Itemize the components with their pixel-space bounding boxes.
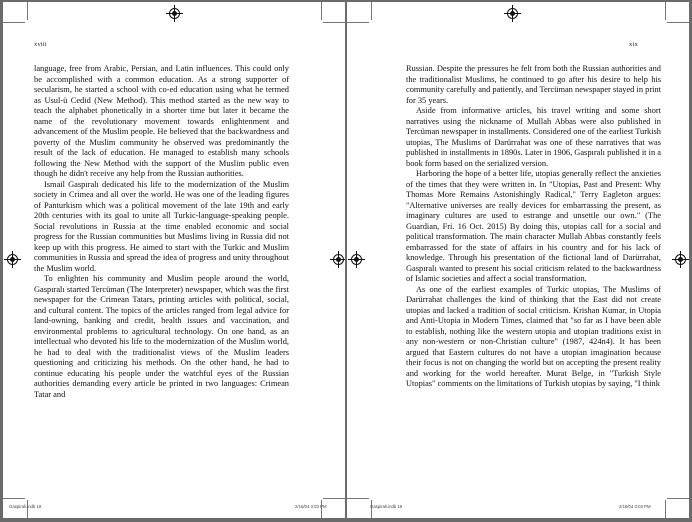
paragraph: language, free from Arabic, Persian, and Latin influences. This could only be accomplished with a common education. As a strong supporter of secularism, he started a school with co-ed education using what he termed as Usul-ü Cedid (New Method). This method started as the new way to teach the alphabet phonetically in a shorter time but later it became the name of the revolutionary movement towards enlightenment and advancement of the Muslim people. He believed that the backwardness and poverty of the Muslim community he observed was predominantly the result of the lack of education. He managed to establish many schools following the New Method with the support of the Muslim public even though he didn't receive any help from the Russian authorities. [34,64,289,178]
paragraph: Aside from informative articles, his travel writing and some short narratives using the nickname of Mullah Abbas were also published in Tercüman newspaper in installments. Considered one of the earliest Turkish utopias, The Muslims of Darürrahat was one of these narratives that was published in installments in 1890s. Later in 1906, Gaspıralı published it in a book form based on the serialized version. [406,106,661,168]
registration-mark-icon [507,8,518,19]
right-page [347,2,689,518]
body-text [406,64,661,390]
slug-file: Gaspirali.indb 19 [370,504,403,509]
slug-file: Gaspirali.indb 18 [9,504,42,509]
crop-mark [667,498,689,499]
page-number: xviii [34,41,47,48]
crop-mark [665,2,666,20]
paragraph: Harboring the hope of a better life, utopias generally reflect the anxieties of the times that they were written in. In "Utopias, Past and Present: Why Thomas More Remains Astonishingly Radical," Terry Eagleton argues: "Alternative universes are really devices for embarrassing the present, as imaginary cultures are used to estrange and unsettle our own." (The Guardian, Fri. 16 Oct. 2015) By doing this, utopias call for a social and political transformation. The main character Mullah Abbas constantly feels embarrassed for the state of affairs in his country and for his lack of knowledge. Through his presentation of the fictional land of Darürrahat, Gaspıralı wanted to present his social criticism related to the backwardness of Islamic societies and affect a social transformation. [406,169,661,283]
crop-mark [667,22,689,23]
crop-mark [3,22,25,23]
crop-mark [371,2,372,20]
paragraph: Ismail Gaspıralı dedicated his life to the modernization of the Muslim society in Crimea and all over the world. He was one of the leading figures of Panturkism which was a political movement of the late 19th and early 20th centuries with its goal to unite all Turkic-language-speaking people. Social revolutions in Russia at the time enabled economic and social progress for the Russian communities but Muslims living in Russia did not keep up with this progress. He aimed to start with the Turkic and Muslim communities in Russia and spread the idea of progress and unity throughout the Muslim world. [34,179,289,273]
registration-mark-icon [333,254,344,265]
crop-mark [323,22,345,23]
slug-date: 2/16/04 3:03 PM [295,504,327,509]
paragraph: To enlighten his community and Muslim people around the world, Gaspıralı started Tercüman (The Interpreter) newspaper, which was the first newspaper for the Crimean Tatars, printing articles with political, social, and cultural content. The topics of the articles ranged from legal advice for land-owning, banking and credit, health issues and vaccination, and environmental problems to agricultural technology. On one hand, as an intellectual who devoted his life to the modernization of the Muslim world, he had to deal with the traditionalist views of the Muslim leaders questioning and criticizing his methods. On the other hand, he had to continue educating his people under the watchful eyes of the Russian authorities demanding every article be printed in two languages: Crimean Tatar and [34,274,289,399]
registration-mark-icon [675,254,686,265]
crop-mark [665,500,666,518]
crop-mark [371,500,372,518]
left-page [3,2,345,518]
crop-mark [323,498,345,499]
registration-mark-icon [169,8,180,19]
slug-date: 2/16/04 3:03 PM [619,504,651,509]
paragraph: As one of the earliest examples of Turkic utopias, The Muslims of Darürrahat challenges the kind of thinking that the East did not create utopias and lacked a tradition of social criticism. Krishan Kumar, in Utopia and Anti-Utopia in Modern Times, claimed that "so far as I have been able to establish, nothing like the western utopia and utopian traditions exist in any non-western or non-Christian culture" (1987, 424n4). It has been argued that Eastern cultures do not have a utopian imagination because their focus is not on changing the world but on accepting the present reality and working for the world hereafter. Murat Belge, in "Turkish Style Utopias" comments on the limitations of Turkish utopias by saying, "I think [406,284,661,388]
crop-mark [321,500,322,518]
crop-mark [347,498,369,499]
page-number: xix [629,41,638,48]
registration-mark-icon [7,254,18,265]
crop-mark [347,22,369,23]
paragraph: Russian. Despite the pressures he felt from both the Russian authorities and the traditionalist Muslims, he continued to go after his desire to help his community carefully and patiently, and Tercüman newspaper stayed in print for 35 years. [406,64,661,105]
crop-mark [3,498,25,499]
body-text [34,64,289,400]
registration-mark-icon [351,254,362,265]
crop-mark [321,2,322,20]
crop-mark [27,2,28,20]
crop-mark [27,500,28,518]
